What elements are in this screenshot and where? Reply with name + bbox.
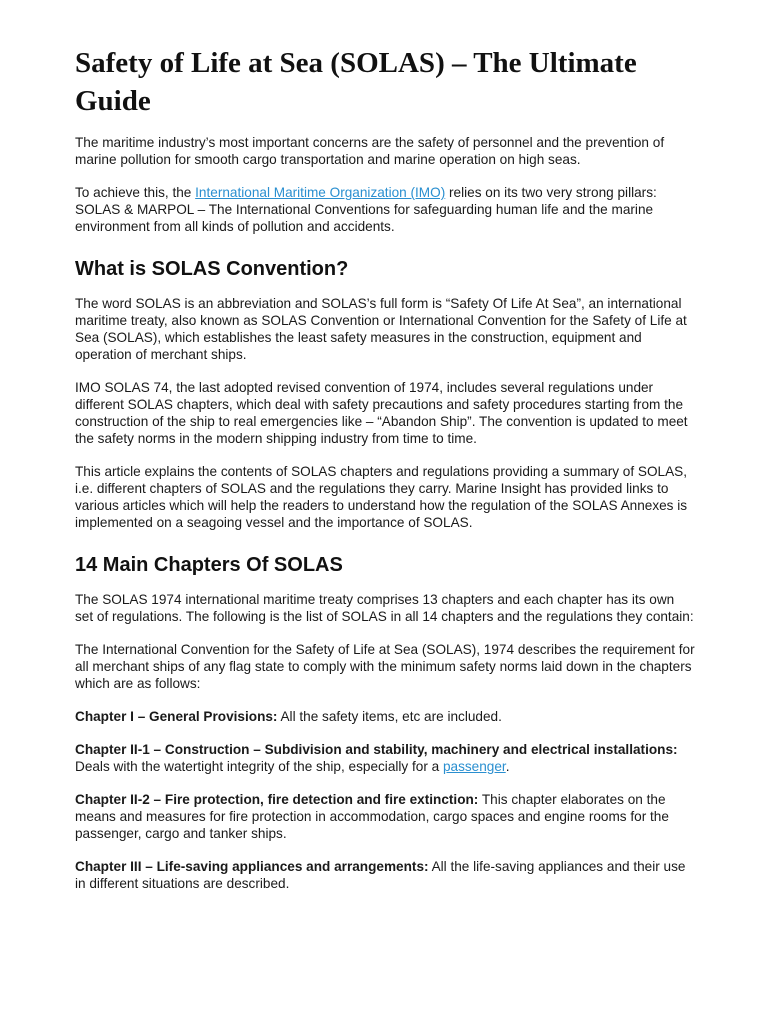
intro-paragraph-1: The maritime industry’s most important concerns are the safety of personnel and the prevention of marine pollution for smooth cargo transportation and marine operation on high seas. <box>75 135 665 167</box>
chapter-item <box>75 858 695 892</box>
chapter-text: Deals with the watertight integrity of the ship, especially for a <box>75 759 443 774</box>
chapter-item <box>75 791 695 842</box>
chapter-label: Chapter I – General Provisions: <box>75 709 278 724</box>
chapter-text: All the life-saving appliances and their use in different situations are described. <box>75 859 686 891</box>
page-title: Safety of Life at Sea (SOLAS) – The Ultimate Guide <box>75 47 637 117</box>
section1-paragraph-1: The word SOLAS is an abbreviation and SOLAS’s full form is “Safety Of Life At Sea”, an international maritime treaty, also known as SOLAS Convention or International Convention for the Safety of Life at Sea (SOLAS), which establishes the least safety measures in the construction, equipment and operation of merchant ships. <box>75 296 687 362</box>
chapter-item <box>75 708 695 725</box>
section-heading-main-chapters: 14 Main Chapters Of SOLAS <box>75 554 343 576</box>
section1-paragraph-2: IMO SOLAS 74, the last adopted revised convention of 1974, includes several regulations under different SOLAS chapters, which deal with safety precautions and safety procedures starting from the construction of the ship to real emergencies like – “Abandon Ship”. The convention is updated to meet the safety norms in the modern shipping industry from time to time. <box>75 380 688 446</box>
imo-link[interactable]: International Maritime Organization (IMO) <box>195 185 446 200</box>
chapter-label: Chapter III – Life-saving appliances and arrangements: <box>75 859 429 874</box>
chapter-text: All the safety items, etc are included. <box>277 709 502 724</box>
section2-paragraph-2: The International Convention for the Safety of Life at Sea (SOLAS), 1974 describes the requirement for all merchant ships of any flag state to comply with the minimum safety norms laid down in the chapters which are as follows: <box>75 642 695 691</box>
intro-paragraph-2 <box>75 184 695 235</box>
chapter-label: Chapter II-2 – Fire protection, fire detection and fire extinction: <box>75 792 479 807</box>
chapter-text-after: . <box>505 759 510 774</box>
intro-p2-after: relies on its two very strong pillars: SOLAS & MARPOL – The International Conventions for safeguarding human life and the marine environment from all kinds of pollution and accidents. <box>75 185 657 234</box>
section2-paragraph-1: The SOLAS 1974 international maritime treaty comprises 13 chapters and each chapter has its own set of regulations. The following is the list of SOLAS in all 14 chapters and the regulations they contain: <box>75 592 694 624</box>
document-page <box>75 44 695 908</box>
section-heading-what-is-solas: What is SOLAS Convention? <box>75 258 349 280</box>
chapter-label: Chapter II-1 – Construction – Subdivision and stability, machinery and electrical installations: <box>75 742 678 757</box>
chapter-item <box>75 741 695 775</box>
chapter-text: This chapter elaborates on the means and measures for fire protection in accommodation, cargo spaces and engine rooms for the passenger, cargo and tanker ships. <box>75 792 669 841</box>
passenger-link[interactable]: passenger <box>442 759 506 774</box>
intro-p2-before: To achieve this, the <box>75 185 196 200</box>
section1-paragraph-3: This article explains the contents of SOLAS chapters and regulations providing a summary of SOLAS, i.e. different chapters of SOLAS and the regulations they carry. Marine Insight has provided links to various articles which will help the readers to understand how the regulation of the SOLAS Annexes is implemented on a seagoing vessel and the importance of SOLAS. <box>75 464 688 530</box>
